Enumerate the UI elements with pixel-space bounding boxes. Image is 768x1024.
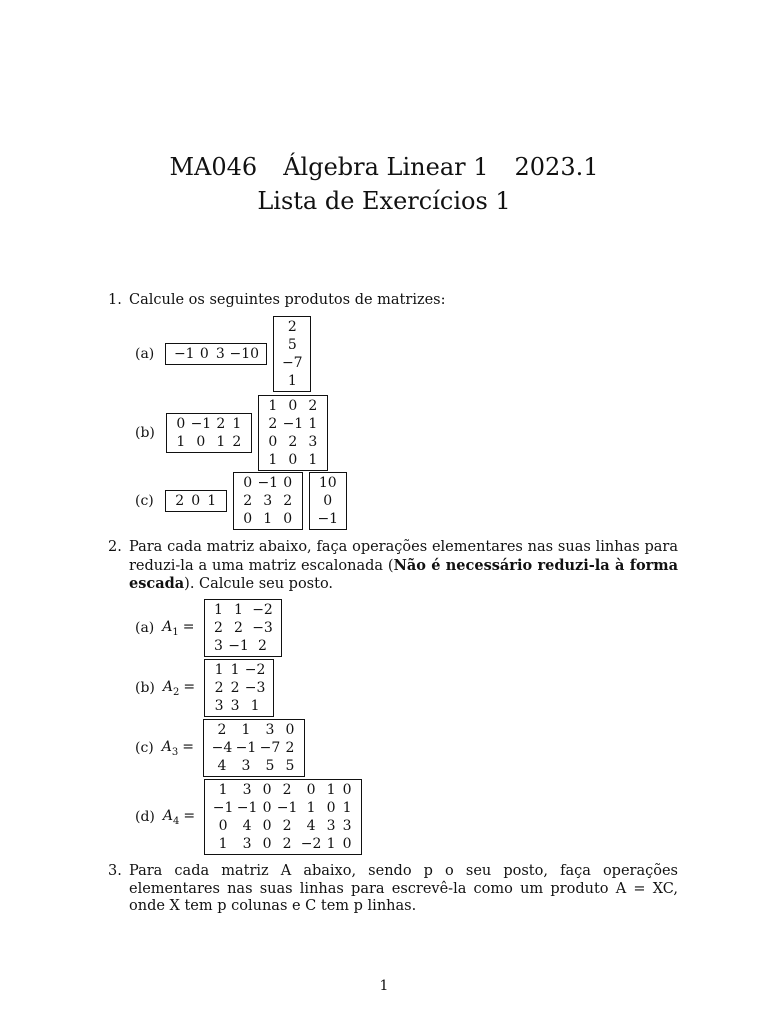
matrix-entry: −3 — [252, 620, 273, 636]
matrix-entry: 0 — [243, 475, 253, 491]
matrix-entry: −1 — [235, 740, 257, 756]
matrix-row — [210, 739, 298, 757]
matrix-entry: −1 — [276, 800, 298, 816]
problem-2c — [135, 721, 308, 775]
matrix-entry: 3 — [215, 346, 225, 362]
matrix-row — [211, 679, 267, 697]
problem-1b — [135, 397, 331, 469]
matrix-entry: 1 — [250, 698, 260, 714]
problem-2d — [135, 781, 365, 853]
problem-text-part: ). Calcule seu posto. — [184, 576, 334, 592]
matrix-entry: 1 — [263, 511, 273, 527]
matrix-row — [211, 661, 267, 679]
matrix-entry: 4 — [242, 818, 252, 834]
problem-text: Calcule os seguintes produtos de matrizes: — [129, 292, 446, 308]
matrix-entry: 0 — [326, 800, 336, 816]
problem-text: Para cada matriz A abaixo, sendo p o seu posto, faça operações elementares nas suas linhas para escrevê-la como um produto A = XC, onde X tem p colunas e C tem p linhas. — [129, 863, 678, 914]
matrix-entry: 0 — [196, 434, 206, 450]
matrix — [204, 779, 362, 855]
equals-sign: = — [183, 678, 196, 695]
matrix-entry: −1 — [190, 416, 212, 432]
matrix-entry: 3 — [242, 836, 252, 852]
matrix-row — [280, 336, 304, 354]
matrix-row — [172, 345, 260, 363]
matrix-variable — [162, 739, 194, 758]
matrix-entry: 1 — [308, 452, 318, 468]
matrix-entry: 0 — [243, 511, 253, 527]
matrix-entry: 1 — [214, 662, 224, 678]
variable-name: A — [162, 618, 173, 635]
matrix-entry: 0 — [283, 475, 293, 491]
variable-name: A — [162, 807, 174, 824]
matrix-entry: −2 — [244, 662, 266, 678]
matrix-entry: 3 — [265, 722, 275, 738]
matrix-entry: 2 — [268, 416, 278, 432]
matrix-entry: 2 — [282, 782, 292, 798]
matrix-entry: 0 — [342, 836, 352, 852]
matrix-row — [211, 601, 275, 619]
matrix — [258, 395, 328, 471]
variable-name: A — [161, 738, 172, 755]
course-subject: Álgebra Linear 1 — [283, 153, 489, 181]
matrix-entry: −1 — [257, 475, 279, 491]
matrix-variable — [163, 808, 195, 827]
matrix-entry: −1 — [317, 511, 339, 527]
matrix-variable — [162, 619, 194, 638]
matrix-entry: 0 — [342, 782, 352, 798]
item-label: (b) — [135, 680, 155, 696]
page-number: 1 — [379, 978, 389, 994]
matrix-entry: 2 — [214, 620, 223, 636]
matrix-row — [211, 835, 355, 853]
problem-1a — [135, 318, 314, 390]
matrix — [203, 719, 305, 777]
matrix-row — [172, 492, 220, 510]
matrix-entry: 3 — [241, 758, 251, 774]
matrix-entry: 0 — [262, 836, 272, 852]
matrix-entry: 0 — [306, 782, 316, 798]
matrix-entry: 0 — [323, 493, 333, 509]
matrix-entry: −10 — [229, 346, 260, 362]
matrix-entry: 2 — [287, 319, 297, 335]
matrix-entry: 1 — [342, 800, 352, 816]
matrix-row — [280, 372, 304, 390]
matrix-row — [265, 397, 321, 415]
matrix — [233, 472, 303, 530]
matrix-entry: 2 — [175, 493, 185, 509]
equals-sign: = — [183, 807, 196, 824]
matrix-row — [265, 415, 321, 433]
matrix — [204, 659, 274, 717]
matrix-row — [240, 510, 296, 528]
matrix-entry: 3 — [263, 493, 273, 509]
matrix-entry: 2 — [285, 740, 295, 756]
item-label: (c) — [135, 740, 154, 756]
matrix-row — [211, 817, 355, 835]
matrix-row — [211, 637, 275, 655]
matrix-row — [316, 510, 340, 528]
matrix-entry: 2 — [243, 493, 253, 509]
matrix-entry: 4 — [306, 818, 316, 834]
matrix — [165, 490, 227, 512]
matrix-row — [265, 451, 321, 469]
matrix-entry: 0 — [199, 346, 209, 362]
matrix-entry: 2 — [282, 836, 292, 852]
matrix-entry: 3 — [214, 698, 224, 714]
problem-2a — [135, 601, 285, 655]
matrix-row — [280, 318, 304, 336]
matrix-entry: 2 — [234, 620, 243, 636]
problem-text-part: Para cada matriz abaixo, faça operações elementares nas suas linhas para reduzi-la a uma matriz escalonada ( — [129, 539, 678, 574]
equals-sign: = — [182, 618, 195, 635]
matrix-entry: 1 — [216, 434, 226, 450]
variable-subscript: 2 — [173, 686, 180, 698]
matrix-entry: 0 — [262, 800, 272, 816]
problem-text-bold: Não é necessário reduzi-la à forma escada — [129, 556, 678, 592]
matrix — [309, 472, 347, 530]
title-line — [0, 150, 768, 184]
matrix-entry: 0 — [268, 434, 278, 450]
course-term: 2023.1 — [514, 153, 599, 181]
matrix-entry: 2 — [282, 818, 292, 834]
matrix-entry: −3 — [244, 680, 266, 696]
variable-subscript: 1 — [172, 626, 179, 638]
matrix-entry: 0 — [288, 398, 298, 414]
matrix-entry: 1 — [230, 662, 240, 678]
matrix-row — [316, 474, 340, 492]
matrix-entry: 3 — [342, 818, 352, 834]
matrix-row — [211, 619, 275, 637]
matrix-entry: −1 — [236, 800, 258, 816]
matrix-row — [240, 474, 296, 492]
matrix-row — [210, 721, 298, 739]
matrix-row — [211, 697, 267, 715]
matrix-entry: 0 — [262, 818, 272, 834]
matrix — [273, 316, 311, 392]
problem-text — [129, 539, 678, 594]
matrix-entry: 1 — [326, 782, 336, 798]
matrix-entry: 1 — [287, 373, 297, 389]
variable-subscript: 3 — [171, 746, 179, 758]
matrix-entry: 1 — [218, 836, 228, 852]
matrix-entry: 0 — [283, 511, 293, 527]
course-code: MA046 — [169, 153, 258, 181]
matrix-row — [173, 433, 245, 451]
matrix-entry: 3 — [230, 698, 240, 714]
matrix-entry: 2 — [308, 398, 318, 414]
problem-1 — [108, 292, 678, 310]
matrix-entry: −7 — [281, 355, 303, 371]
matrix-entry: 1 — [268, 398, 278, 414]
problem-3 — [108, 863, 678, 916]
matrix-entry: 5 — [285, 758, 295, 774]
matrix-entry: −2 — [300, 836, 322, 852]
matrix-entry: −1 — [212, 800, 234, 816]
matrix-row — [211, 799, 355, 817]
matrix-entry: 2 — [216, 416, 226, 432]
matrix-entry: 2 — [230, 680, 240, 696]
matrix — [166, 413, 252, 453]
matrix — [165, 343, 267, 365]
matrix-entry: 0 — [218, 818, 228, 834]
matrix-entry: 1 — [214, 602, 223, 618]
matrix-entry: 3 — [326, 818, 336, 834]
item-label: (a) — [135, 346, 155, 362]
matrix-entry: 1 — [207, 493, 217, 509]
equals-sign: = — [182, 738, 194, 755]
matrix-row — [316, 492, 340, 510]
problem-number: 1. — [108, 292, 122, 308]
item-label: (b) — [135, 425, 155, 441]
matrix-entry: 1 — [234, 602, 243, 618]
matrix-variable — [163, 679, 195, 698]
matrix-entry: −1 — [228, 638, 249, 654]
matrix-row — [280, 354, 304, 372]
matrix-entry: 0 — [262, 782, 272, 798]
document-subtitle: Lista de Exercícios 1 — [257, 187, 511, 215]
matrix-entry: 3 — [308, 434, 318, 450]
matrix-row — [240, 492, 296, 510]
matrix-entry: 0 — [285, 722, 295, 738]
matrix-entry: 1 — [241, 722, 251, 738]
matrix-entry: 1 — [306, 800, 316, 816]
matrix-entry: 2 — [217, 722, 227, 738]
matrix-entry: −7 — [259, 740, 281, 756]
problem-number: 3. — [108, 863, 122, 879]
matrix-entry: 1 — [218, 782, 228, 798]
matrix-entry: −4 — [211, 740, 233, 756]
item-label: (d) — [135, 809, 155, 825]
matrix-row — [210, 757, 298, 775]
matrix-entry: 2 — [214, 680, 224, 696]
matrix — [204, 599, 282, 657]
matrix-entry: 0 — [176, 416, 186, 432]
matrix-entry: 1 — [326, 836, 336, 852]
variable-subscript: 4 — [173, 815, 180, 827]
matrix-entry: 4 — [217, 758, 227, 774]
title-block — [0, 150, 768, 218]
item-label: (a) — [135, 620, 155, 636]
item-label: (c) — [135, 493, 154, 509]
problem-2b — [135, 661, 277, 715]
matrix-row — [211, 781, 355, 799]
problem-number: 2. — [108, 539, 122, 555]
matrix-entry: 2 — [283, 493, 293, 509]
matrix-entry: 0 — [191, 493, 201, 509]
matrix-entry: 1 — [268, 452, 278, 468]
matrix-entry: 3 — [242, 782, 252, 798]
matrix-entry: 10 — [318, 475, 337, 491]
matrix-entry: 1 — [308, 416, 318, 432]
problem-2 — [108, 539, 678, 594]
matrix-entry: −1 — [282, 416, 304, 432]
variable-name: A — [162, 678, 174, 695]
matrix-entry: 1 — [232, 416, 242, 432]
matrix-entry: 5 — [265, 758, 275, 774]
matrix-entry: 3 — [214, 638, 223, 654]
matrix-row — [265, 433, 321, 451]
matrix-entry: −1 — [173, 346, 195, 362]
problem-1c — [135, 474, 350, 528]
matrix-entry: 5 — [287, 337, 297, 353]
matrix-entry: 2 — [232, 434, 242, 450]
matrix-row — [173, 415, 245, 433]
matrix-entry: 2 — [288, 434, 298, 450]
matrix-entry: 1 — [176, 434, 186, 450]
matrix-entry: 2 — [258, 638, 267, 654]
matrix-entry: −2 — [252, 602, 273, 618]
matrix-entry: 0 — [288, 452, 298, 468]
